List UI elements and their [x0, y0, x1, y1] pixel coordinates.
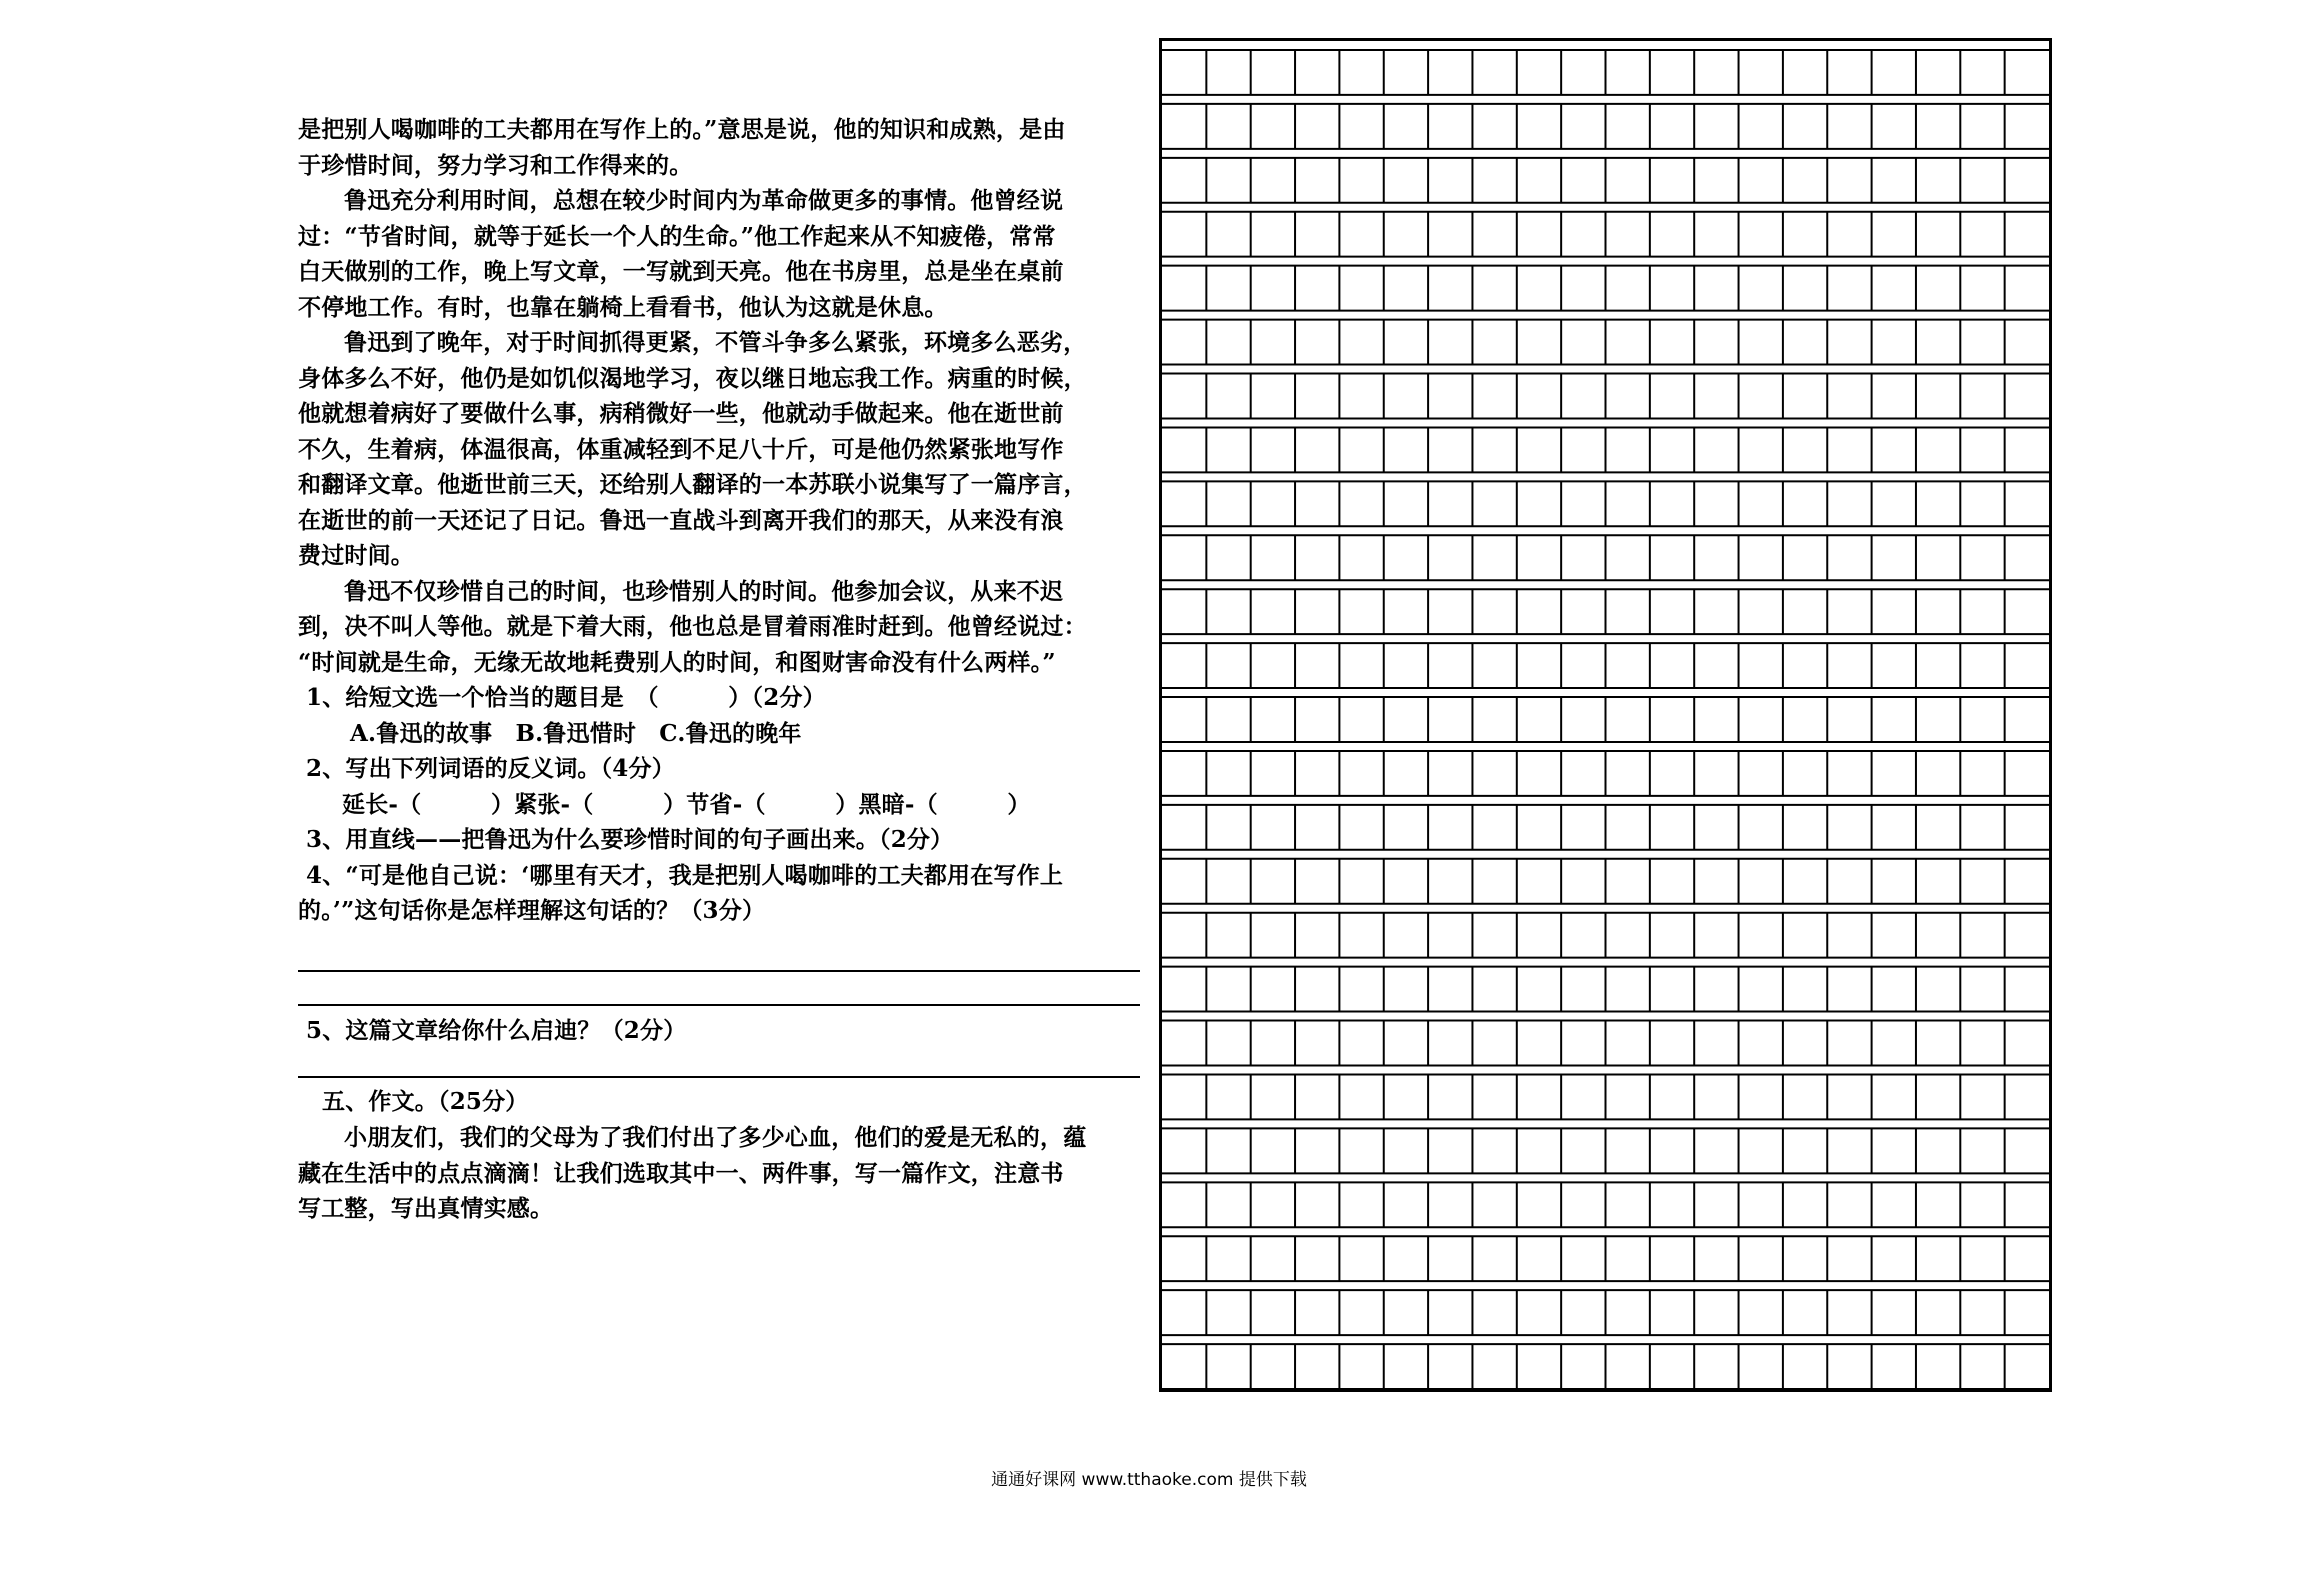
passage-line: 于珍惜时间，努力学习和工作得来的。 — [298, 151, 693, 179]
passage-line: 鲁迅充分利用时间，总想在较少时间内为革命做更多的事情。他曾经说 — [344, 187, 1064, 214]
answer-line[interactable] — [298, 970, 1140, 972]
question-2-items: 延长-（ ）紧张-（ ）节省-（ ）黑暗-（ ） — [342, 790, 1031, 818]
passage-line: 是把别人喝咖啡的工夫都用在写作上的。”意思是说，他的知识和成熟，是由 — [298, 116, 1066, 143]
composition-writing-grid[interactable] — [1159, 38, 2052, 1392]
question-2: 2、写出下列词语的反义词。（4分） — [306, 755, 675, 782]
passage-line: 过：“节省时间，就等于延长一个人的生命。”他工作起来从不知疲倦，常常 — [298, 222, 1056, 250]
composition-prompt — [298, 1120, 1140, 1227]
footer-credit: 通通好课网 www.tthaoke.com 提供下载 — [991, 1470, 1307, 1490]
reading-passage — [298, 112, 1140, 929]
passage-line: 不久，生着病，体温很高，体重减轻到不足八十斤，可是他仍然紧张地写作 — [298, 435, 1064, 463]
passage-line: 到，决不叫人等他。就是下着大雨，他也总是冒着雨准时赶到。他曾经说过： — [298, 613, 1087, 640]
answer-line[interactable] — [298, 1076, 1140, 1078]
question-4-line2: 的。’”这句话你是怎样理解这句话的？（3分） — [298, 897, 766, 924]
passage-line: 鲁迅到了晚年，对于时间抓得更紧，不管斗争多么紧张，环境多么恶劣， — [344, 329, 1087, 356]
passage-line: 鲁迅不仅珍惜自己的时间，也珍惜别人的时间。他参加会议，从来不迟 — [344, 577, 1064, 605]
question-3: 3、用直线——把鲁迅为什么要珍惜时间的句子画出来。（2分） — [306, 826, 954, 853]
question-1-options: A.鲁迅的故事 B.鲁迅惜时 C.鲁迅的晚年 — [350, 719, 802, 747]
passage-line: 身体多么不好，他仍是如饥似渴地学习，夜以继日地忘我工作。病重的时候， — [298, 364, 1087, 392]
passage-line: 在逝世的前一天还记了日记。鲁迅一直战斗到离开我们的那天，从来没有浪 — [298, 506, 1064, 534]
prompt-line: 藏在生活中的点点滴滴！让我们选取其中一、两件事，写一篇作文，注意书 — [298, 1159, 1064, 1187]
composition-heading: 五、作文。（25分） — [322, 1088, 529, 1115]
passage-line: 白天做别的工作，晚上写文章，一写就到天亮。他在书房里，总是坐在桌前 — [298, 258, 1064, 285]
passage-line: 他就想着病好了要做什么事，病稍微好一些，他就动手做起来。他在逝世前 — [298, 400, 1064, 427]
passage-line: “时间就是生命，无缘无故地耗费别人的时间，和图财害命没有什么两样。” — [298, 648, 1056, 676]
question-5: 5、这篇文章给你什么启迪？（2分） — [306, 1017, 687, 1044]
prompt-line: 写工整，写出真情实感。 — [298, 1195, 554, 1222]
passage-line: 和翻译文章。他逝世前三天，还给别人翻译的一本苏联小说集写了一篇序言， — [298, 471, 1087, 498]
answer-line[interactable] — [298, 1004, 1140, 1006]
passage-line: 费过时间。 — [298, 542, 414, 569]
prompt-line: 小朋友们，我们的父母为了我们付出了多少心血，他们的爱是无私的，蕴 — [344, 1124, 1087, 1151]
writing-grid-cells[interactable] — [1162, 41, 2049, 1389]
passage-line: 不停地工作。有时，也靠在躺椅上看看书，他认为这就是休息。 — [298, 293, 948, 321]
question-1: 1、给短文选一个恰当的题目是 （ ）（2分） — [306, 684, 826, 711]
question-4-line1: 4、“可是他自己说：‘哪里有天才，我是把别人喝咖啡的工夫都用在写作上 — [306, 861, 1064, 889]
